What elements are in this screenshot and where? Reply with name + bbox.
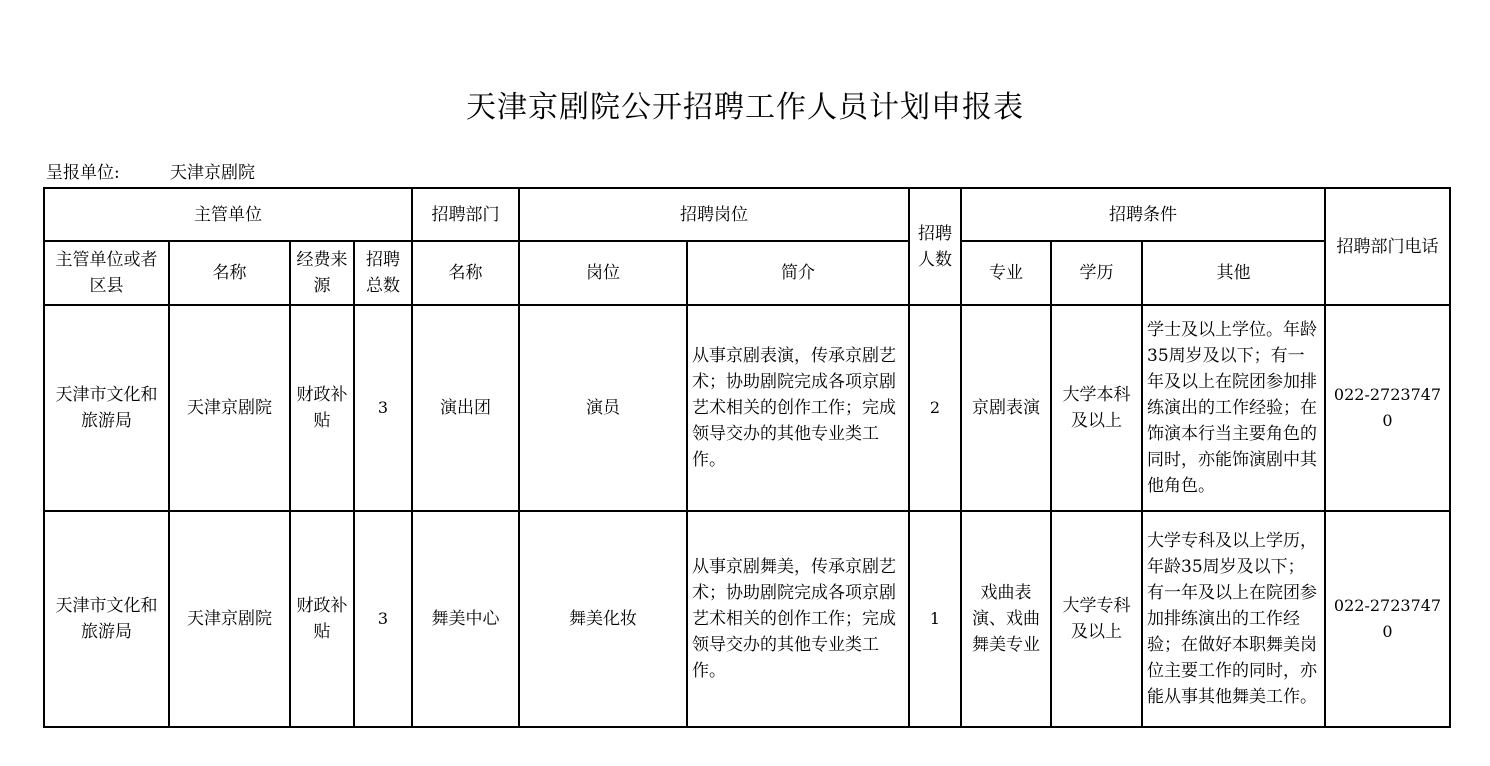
cell-total: 3 bbox=[354, 305, 412, 511]
table-row bbox=[44, 511, 1450, 727]
header-supervisor: 主管单位 bbox=[44, 188, 412, 241]
cell-major: 戏曲表演、戏曲舞美专业 bbox=[961, 511, 1051, 727]
cell-other: 大学专科及以上学历，年龄35周岁及以下；有一年及以上在院团参加排练演出的工作经验；在做好本职舞美岗位主要工作的同时，亦能从事其他舞美工作。 bbox=[1142, 511, 1325, 727]
subheader-dept-name: 名称 bbox=[412, 241, 519, 305]
cell-other: 学士及以上学位。年龄35周岁及以下；有一年及以上在院团参加排练演出的工作经验；在饰演本行当主要角色的同时，亦能饰演剧中其他角色。 bbox=[1142, 305, 1325, 511]
cell-supervisor: 天津市文化和旅游局 bbox=[44, 305, 169, 511]
header-phone: 招聘部门电话 bbox=[1325, 188, 1450, 305]
cell-department: 演出团 bbox=[412, 305, 519, 511]
cell-education: 大学本科及以上 bbox=[1051, 305, 1142, 511]
cell-phone: 022-27237470 bbox=[1325, 305, 1450, 511]
cell-funding: 财政补贴 bbox=[290, 305, 354, 511]
cell-department: 舞美中心 bbox=[412, 511, 519, 727]
cell-headcount: 2 bbox=[909, 305, 961, 511]
subheader-funding: 经费来源 bbox=[290, 241, 354, 305]
cell-post: 舞美化妆 bbox=[519, 511, 687, 727]
cell-major: 京剧表演 bbox=[961, 305, 1051, 511]
header-department: 招聘部门 bbox=[412, 188, 519, 241]
header-headcount: 招聘人数 bbox=[909, 188, 961, 305]
recruitment-plan-table bbox=[43, 187, 1451, 728]
cell-headcount: 1 bbox=[909, 511, 961, 727]
submitter-label: 呈报单位: bbox=[46, 163, 120, 183]
subheader-total: 招聘总数 bbox=[354, 241, 412, 305]
subheader-supervisor-or-district: 主管单位或者区县 bbox=[44, 241, 169, 305]
cell-funding: 财政补贴 bbox=[290, 511, 354, 727]
cell-supervisor: 天津市文化和旅游局 bbox=[44, 511, 169, 727]
cell-total: 3 bbox=[354, 511, 412, 727]
page-title: 天津京剧院公开招聘工作人员计划申报表 bbox=[466, 90, 1024, 125]
subheader-education: 学历 bbox=[1051, 241, 1142, 305]
header-row-columns bbox=[44, 241, 1450, 305]
subheader-name: 名称 bbox=[169, 241, 290, 305]
cell-phone: 022-27237470 bbox=[1325, 511, 1450, 727]
table-row bbox=[44, 305, 1450, 511]
subheader-other: 其他 bbox=[1142, 241, 1325, 305]
cell-intro: 从事京剧表演，传承京剧艺术；协助剧院完成各项京剧艺术相关的创作工作；完成领导交办的其他专业类工作。 bbox=[687, 305, 909, 511]
submitter-line bbox=[46, 158, 255, 183]
subheader-intro: 简介 bbox=[687, 241, 909, 305]
subheader-post: 岗位 bbox=[519, 241, 687, 305]
cell-post: 演员 bbox=[519, 305, 687, 511]
subheader-major: 专业 bbox=[961, 241, 1051, 305]
cell-unit-name: 天津京剧院 bbox=[169, 511, 290, 727]
header-position: 招聘岗位 bbox=[519, 188, 909, 241]
header-row-groups bbox=[44, 188, 1450, 241]
header-conditions: 招聘条件 bbox=[961, 188, 1325, 241]
submitter-value: 天津京剧院 bbox=[170, 163, 255, 183]
cell-unit-name: 天津京剧院 bbox=[169, 305, 290, 511]
cell-education: 大学专科及以上 bbox=[1051, 511, 1142, 727]
cell-intro: 从事京剧舞美，传承京剧艺术；协助剧院完成各项京剧艺术相关的创作工作；完成领导交办的其他专业类工作。 bbox=[687, 511, 909, 727]
